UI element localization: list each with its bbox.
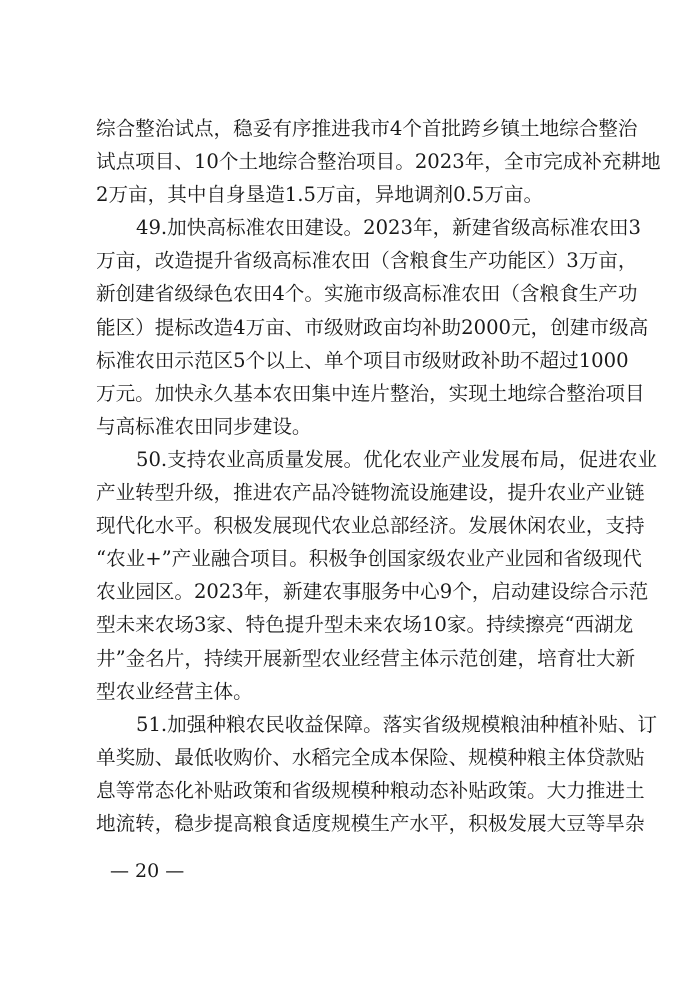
text-line: 地流转，稳步提高粮食适度规模生产水平，积极发展大豆等旱杂 — [96, 811, 645, 835]
section-heading-50: 50.支持农业高质量发展。 — [136, 447, 364, 471]
text-line: 标准农田示范区5个以上、单个项目市级财政补助不超过1000 — [96, 348, 629, 372]
page-number: — 20 — — [110, 860, 185, 882]
text-line: 型农业经营主体。 — [96, 679, 253, 703]
text-line: 综合整治试点，稳妥有序推进我市4个首批跨乡镇土地综合整治 — [96, 117, 638, 140]
text-line: 农业园区。2023年，新建农事服务中心9个，启动建设综合示范 — [96, 580, 649, 604]
text-line: 万亩，改造提升省级高标准农田（含粮食生产功能区）3万亩， — [96, 249, 638, 273]
text-line: 产业转型升级，推进农产品冷链物流设施建设，提升农业产业链 — [96, 481, 645, 505]
text-line: 现代化水平。积极发展现代农业总部经济。发展休闲农业，支持 — [96, 514, 645, 538]
section-heading-49: 49.加快高标准农田建设。 — [136, 216, 364, 240]
text-line: 型未来农场3家、特色提升型未来农场10家。持续擦亮“西湖龙 — [96, 613, 634, 637]
document-body — [96, 112, 661, 840]
text-line: 万元。加快永久基本农田集中连片整治，实现土地综合整治项目 — [96, 381, 645, 405]
text-line: 井”金名片，持续开展新型农业经营主体示范创建，培育壮大新 — [96, 646, 636, 670]
section-heading-51: 51.加强种粮农民收益保障。 — [136, 712, 383, 736]
paragraph-first-line — [96, 708, 658, 741]
text-line: 息等常态化补贴政策和省级规模种粮动态补贴政策。大力推进土 — [96, 778, 645, 802]
text-run: 2023年，新建省级高标准农田3 — [363, 216, 641, 240]
text-line: 与高标准农田同步建设。 — [96, 414, 312, 438]
text-run: 落实省级规模粮油种植补贴、订 — [382, 712, 658, 736]
text-line: “农业+”产业融合项目。积极争创国家级农业产业园和省级现代 — [96, 547, 642, 571]
text-line: 2万亩，其中自身垦造1.5万亩，异地调剂0.5万亩。 — [96, 183, 544, 207]
text-line: 试点项目、10个土地综合整治项目。2023年，全市完成补充耕地 — [96, 150, 661, 174]
text-line: 新创建省级绿色农田4个。实施市级高标准农田（含粮食生产功 — [96, 282, 638, 306]
text-run: 优化农业产业发展布局，促进农业 — [363, 447, 658, 471]
paragraph-first-line — [96, 211, 641, 244]
text-line: 单奖励、最低收购价、水稻完全成本保险、规模种粮主体贷款贴 — [96, 745, 645, 769]
paragraph-first-line — [96, 443, 658, 476]
text-line: 能区）提标改造4万亩、市级财政亩均补助2000元，创建市级高 — [96, 315, 649, 339]
